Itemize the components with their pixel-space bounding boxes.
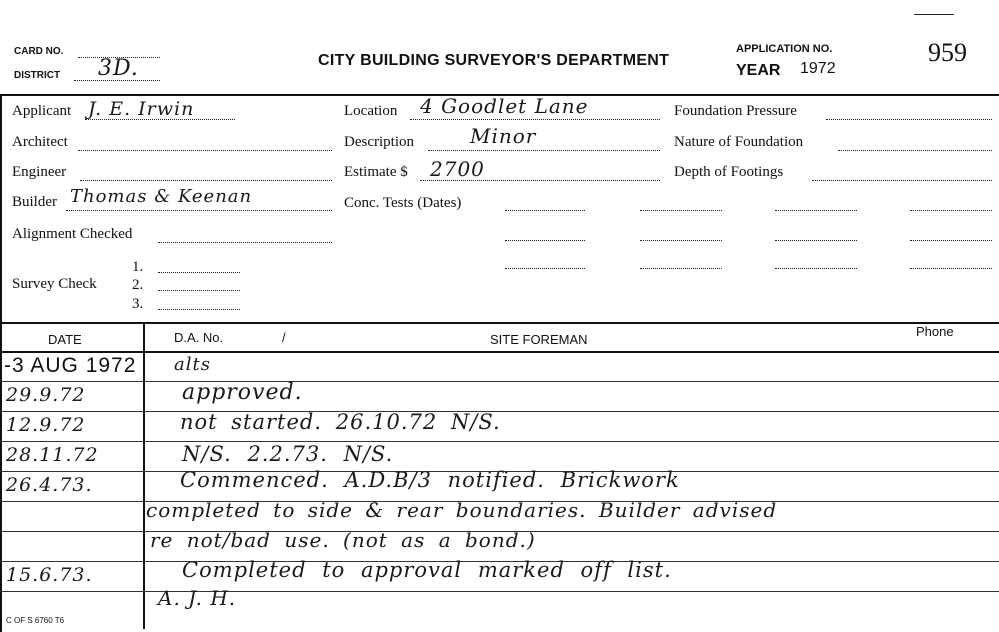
row-date: 28.11.72 [6,444,99,466]
description-value: Minor [470,124,537,148]
foundation-pressure-line [826,119,992,120]
phone-header: Phone [916,324,954,339]
table-top-border [0,322,999,324]
date-stamp: -3 AUG 1972 [4,354,137,377]
estimate-value: 2700 [430,157,485,181]
applicant-value: J. E. Irwin [88,98,195,120]
conc-line [775,268,857,269]
foundation-pressure-label: Foundation Pressure [674,103,797,119]
builder-value: Thomas & Keenan [70,186,253,207]
survey-num-3: 3. [132,296,144,312]
conc-line [910,268,992,269]
conc-line [505,268,585,269]
district-value: 3D. [98,56,139,81]
year-label: YEAR [736,62,781,79]
row-text: A. J. H. [158,586,237,610]
conc-line [505,210,585,211]
survey-line-2 [158,290,240,291]
row-date: 15.6.73. [6,564,93,586]
card-no-label: CARD NO. [14,46,64,57]
alignment-line [158,242,332,243]
department-title: CITY BUILDING SURVEYOR'S DEPARTMENT [318,52,670,69]
row-date: 12.9.72 [6,414,86,436]
conc-line [505,240,585,241]
application-number-overline [914,14,954,15]
date-header: DATE [48,332,82,347]
builder-line [66,210,332,211]
conc-line [775,210,857,211]
survey-line-3 [158,309,240,310]
description-label: Description [344,134,414,150]
da-slash: / [282,330,286,345]
table-row [0,382,999,411]
row-text: approved. [182,380,303,405]
conc-line [640,240,722,241]
depth-footings-label: Depth of Footings [674,164,784,180]
year-value: 1972 [800,60,836,77]
builder-label: Builder [12,194,57,210]
row-text: re not/bad use. (not as a bond.) [150,528,536,552]
table-row [0,468,999,501]
application-number: 959 [928,38,967,67]
location-line [410,119,660,120]
table-row [0,352,999,381]
location-label: Location [344,103,398,119]
row-text: not started. 26.10.72 N/S. [180,410,501,434]
table-row [0,498,999,531]
application-no-label: APPLICATION NO. [736,43,833,55]
conc-line [910,210,992,211]
form-code: C OF S 6760 T6 [6,616,65,625]
conc-tests-label: Conc. Tests (Dates) [344,195,462,211]
survey-line-1 [158,272,240,273]
table-row [0,586,999,621]
district-label: DISTRICT [14,70,61,81]
depth-footings-line [812,180,992,181]
row-text: N/S. 2.2.73. N/S. [182,442,394,466]
applicant-label: Applicant [12,103,72,119]
table-row [0,412,999,441]
site-foreman-header: SITE FOREMAN [490,332,588,347]
table-row [0,558,999,591]
engineer-label: Engineer [12,164,67,180]
row-date: 29.9.72 [6,384,86,406]
nature-foundation-line [838,150,992,151]
table-row [0,528,999,561]
row-text: completed to side & rear boundaries. Builder advised [146,498,778,522]
engineer-line [80,180,332,181]
survey-check-label: Survey Check [12,276,97,292]
da-no-header: D.A. No. [174,330,224,345]
row-date: 26.4.73. [6,474,93,496]
nature-foundation-label: Nature of Foundation [674,134,804,150]
architect-label: Architect [12,134,68,150]
conc-line [640,210,722,211]
conc-line [775,240,857,241]
survey-num-1: 1. [132,259,144,275]
conc-line [910,240,992,241]
table-row [0,442,999,471]
description-line [428,150,660,151]
row-text: Completed to approval marked off list. [182,558,672,582]
architect-line [78,150,332,151]
row-text: alts [174,354,211,375]
row-text: Commenced. A.D.B/3 notified. Brickwork [180,468,680,492]
estimate-label: Estimate $ [344,164,408,180]
survey-num-2: 2. [132,277,144,293]
conc-line [640,268,722,269]
location-value: 4 Goodlet Lane [420,94,589,118]
alignment-label: Alignment Checked [12,226,133,242]
